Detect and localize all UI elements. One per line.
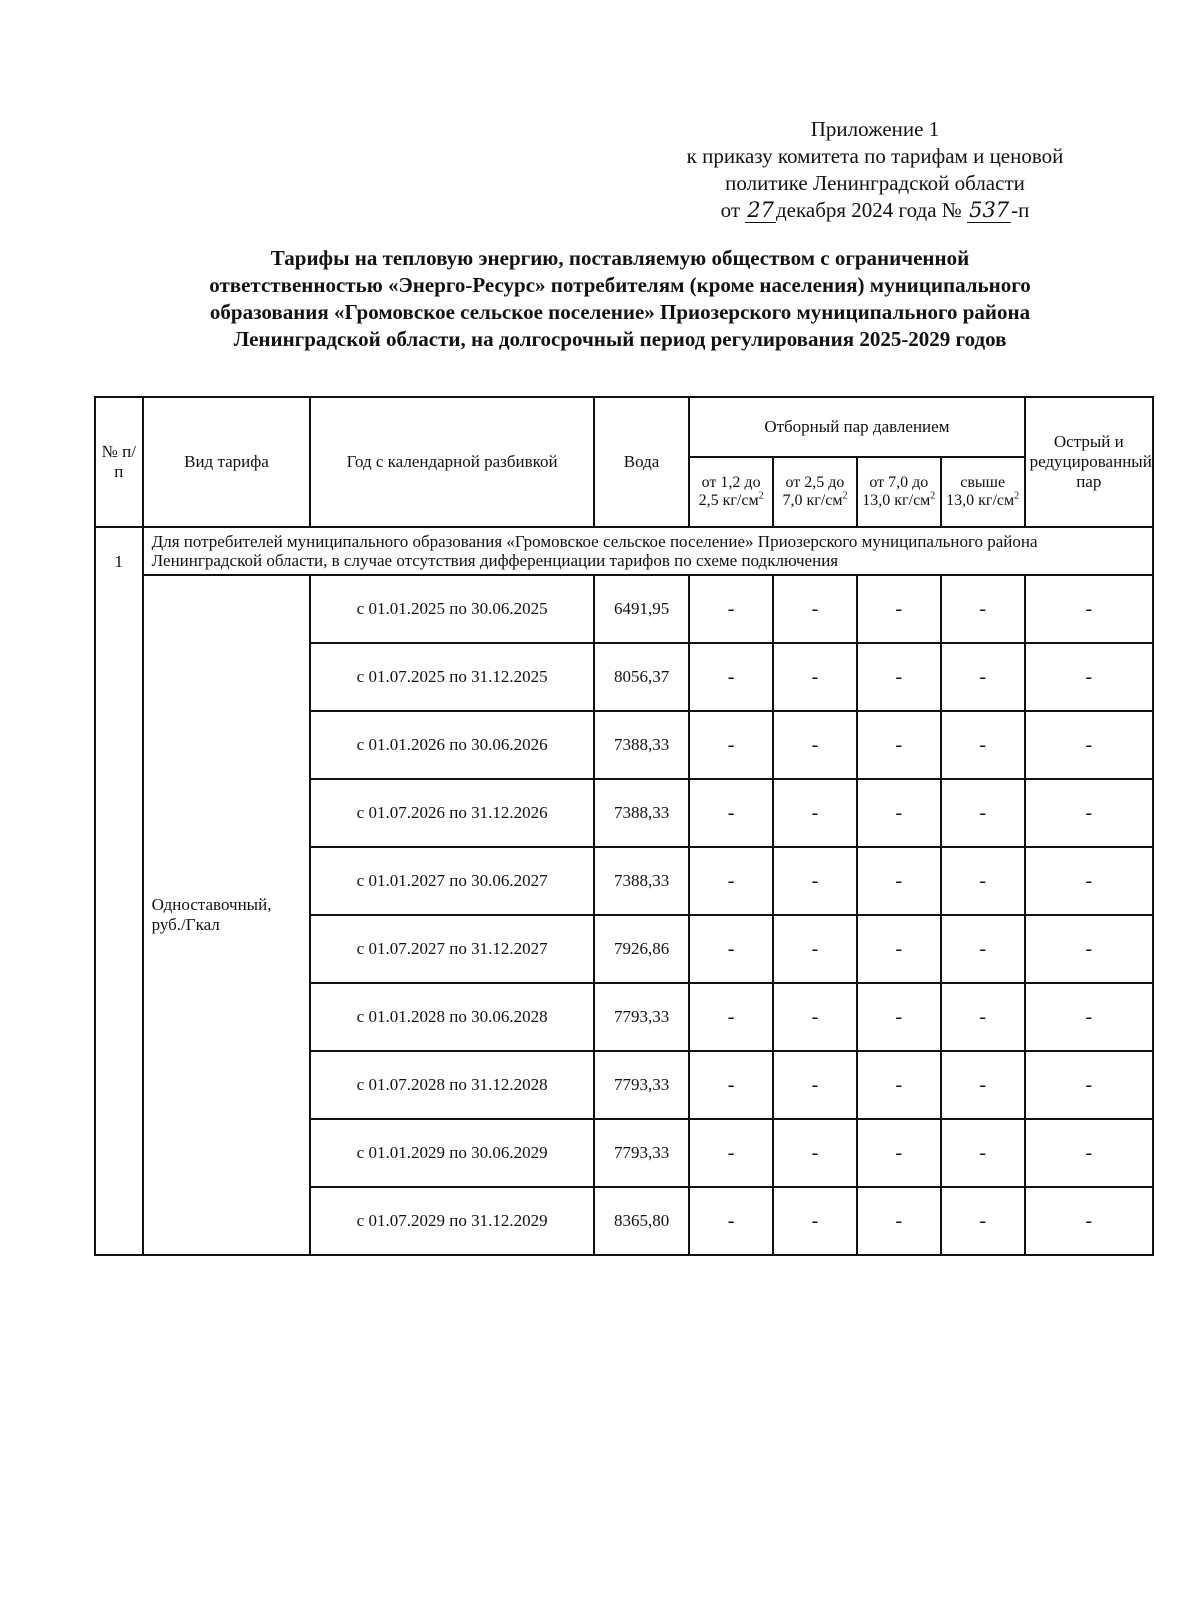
- header-pressure-2: [773, 457, 857, 527]
- sharp-steam-cell: -: [1025, 1051, 1153, 1119]
- sharp-steam-cell: -: [1025, 915, 1153, 983]
- document-title: [100, 245, 1140, 353]
- tariff-kind: Одноставочный, руб./Гкал: [143, 575, 311, 1255]
- header-pressure-1-sup: 2: [758, 490, 764, 502]
- period-cell: с 01.07.2025 по 31.12.2025: [310, 643, 594, 711]
- water-cell: 7388,33: [594, 779, 689, 847]
- water-cell: 7926,86: [594, 915, 689, 983]
- pressure-1-cell: -: [689, 1119, 773, 1187]
- period-cell: с 01.01.2025 по 30.06.2025: [310, 575, 594, 643]
- pressure-2-cell: -: [773, 711, 857, 779]
- header-pressure-4-sup: 2: [1014, 490, 1020, 502]
- sharp-steam-cell: -: [1025, 1187, 1153, 1255]
- period-cell: с 01.07.2029 по 31.12.2029: [310, 1187, 594, 1255]
- header-pressure-3-text: от 7,0 до 13,0 кг/см: [862, 474, 931, 509]
- pressure-2-cell: -: [773, 643, 857, 711]
- water-cell: 8056,37: [594, 643, 689, 711]
- water-cell: 7793,33: [594, 1119, 689, 1187]
- header-pressure-4-text: свыше 13,0 кг/см: [946, 474, 1015, 509]
- pressure-3-cell: -: [857, 1119, 941, 1187]
- title-line-3: образования «Громовское сельское поселение» Приозерского муниципального района: [209, 300, 1031, 324]
- table-row: [95, 575, 1153, 643]
- pressure-4-cell: -: [941, 847, 1025, 915]
- title-line-2: ответственностью «Энерго-Ресурс» потребителям (кроме населения) муниципального: [209, 273, 1031, 297]
- pressure-3-cell: -: [857, 643, 941, 711]
- annex-date-suffix: -п: [1011, 198, 1030, 222]
- annex-date-middle: декабря 2024 года №: [775, 198, 962, 222]
- pressure-4-cell: -: [941, 915, 1025, 983]
- annex-committee-line: политике Ленинградской области: [725, 171, 1025, 195]
- pressure-2-cell: -: [773, 575, 857, 643]
- water-cell: 7388,33: [594, 711, 689, 779]
- pressure-4-cell: -: [941, 575, 1025, 643]
- annex-order-line: к приказу комитета по тарифам и ценовой: [686, 144, 1064, 168]
- pressure-1-cell: -: [689, 643, 773, 711]
- pressure-1-cell: -: [689, 575, 773, 643]
- pressure-1-cell: -: [689, 915, 773, 983]
- pressure-1-cell: -: [689, 983, 773, 1051]
- pressure-1-cell: -: [689, 1187, 773, 1255]
- sharp-steam-cell: -: [1025, 779, 1153, 847]
- sharp-steam-cell: -: [1025, 847, 1153, 915]
- pressure-4-cell: -: [941, 983, 1025, 1051]
- pressure-2-cell: -: [773, 915, 857, 983]
- period-cell: с 01.01.2028 по 30.06.2028: [310, 983, 594, 1051]
- pressure-4-cell: -: [941, 1187, 1025, 1255]
- header-year: Год с календарной разбивкой: [310, 397, 594, 527]
- period-cell: с 01.07.2026 по 31.12.2026: [310, 779, 594, 847]
- header-pressure-4: [941, 457, 1025, 527]
- pressure-4-cell: -: [941, 643, 1025, 711]
- pressure-1-cell: -: [689, 847, 773, 915]
- water-cell: 7793,33: [594, 1051, 689, 1119]
- annex-day-handwritten: 27: [747, 198, 774, 222]
- sharp-steam-cell: -: [1025, 711, 1153, 779]
- group-description: Для потребителей муниципального образования «Громовское сельское поселение» Приозерского муниципального района Ленинградской области, в случае отсутствия дифференциации тарифов по схеме подключения: [143, 527, 1153, 575]
- pressure-4-cell: -: [941, 779, 1025, 847]
- tariff-table: [94, 396, 1154, 1256]
- header-pressure-1-text: от 1,2 до 2,5 кг/см: [698, 474, 761, 509]
- header-kind: Вид тарифа: [143, 397, 311, 527]
- pressure-2-cell: -: [773, 983, 857, 1051]
- water-cell: 8365,80: [594, 1187, 689, 1255]
- header-pressure-2-text: от 2,5 до 7,0 кг/см: [782, 474, 845, 509]
- period-cell: с 01.01.2026 по 30.06.2026: [310, 711, 594, 779]
- annex-title: Приложение 1: [810, 117, 940, 141]
- pressure-2-cell: -: [773, 1187, 857, 1255]
- sharp-steam-cell: -: [1025, 1119, 1153, 1187]
- period-cell: с 01.07.2027 по 31.12.2027: [310, 915, 594, 983]
- pressure-3-cell: -: [857, 847, 941, 915]
- header-pressure-3: [857, 457, 941, 527]
- sharp-steam-cell: -: [1025, 983, 1153, 1051]
- pressure-3-cell: -: [857, 983, 941, 1051]
- annex-block: [640, 116, 1110, 224]
- period-cell: с 01.07.2028 по 31.12.2028: [310, 1051, 594, 1119]
- header-num: № п/п: [95, 397, 143, 527]
- pressure-4-cell: -: [941, 1119, 1025, 1187]
- pressure-4-cell: -: [941, 711, 1025, 779]
- pressure-3-cell: -: [857, 711, 941, 779]
- header-sharp-steam: Острый и редуцированный пар: [1025, 397, 1153, 527]
- pressure-1-cell: -: [689, 779, 773, 847]
- sharp-steam-cell: -: [1025, 643, 1153, 711]
- pressure-4-cell: -: [941, 1051, 1025, 1119]
- period-cell: с 01.01.2029 по 30.06.2029: [310, 1119, 594, 1187]
- header-pressure-1: [689, 457, 773, 527]
- pressure-3-cell: -: [857, 779, 941, 847]
- annex-date-line: [640, 197, 1110, 224]
- header-water: Вода: [594, 397, 689, 527]
- pressure-1-cell: -: [689, 1051, 773, 1119]
- pressure-2-cell: -: [773, 847, 857, 915]
- header-pressure-2-sup: 2: [842, 490, 848, 502]
- header-pressure-3-sup: 2: [930, 490, 936, 502]
- sharp-steam-cell: -: [1025, 575, 1153, 643]
- title-line-4: Ленинградской области, на долгосрочный период регулирования 2025-2029 годов: [233, 327, 1007, 351]
- pressure-2-cell: -: [773, 779, 857, 847]
- annex-date-prefix: от: [720, 198, 740, 222]
- pressure-3-cell: -: [857, 1187, 941, 1255]
- pressure-2-cell: -: [773, 1119, 857, 1187]
- pressure-3-cell: -: [857, 1051, 941, 1119]
- annex-number-handwritten: 537: [969, 198, 1010, 222]
- group-number: 1: [95, 527, 143, 1255]
- water-cell: 6491,95: [594, 575, 689, 643]
- pressure-3-cell: -: [857, 915, 941, 983]
- header-steam: Отборный пар давлением: [689, 397, 1024, 457]
- title-line-1: Тарифы на тепловую энергию, поставляемую обществом с ограниченной: [270, 246, 970, 270]
- period-cell: с 01.01.2027 по 30.06.2027: [310, 847, 594, 915]
- pressure-3-cell: -: [857, 575, 941, 643]
- pressure-1-cell: -: [689, 711, 773, 779]
- water-cell: 7388,33: [594, 847, 689, 915]
- water-cell: 7793,33: [594, 983, 689, 1051]
- pressure-2-cell: -: [773, 1051, 857, 1119]
